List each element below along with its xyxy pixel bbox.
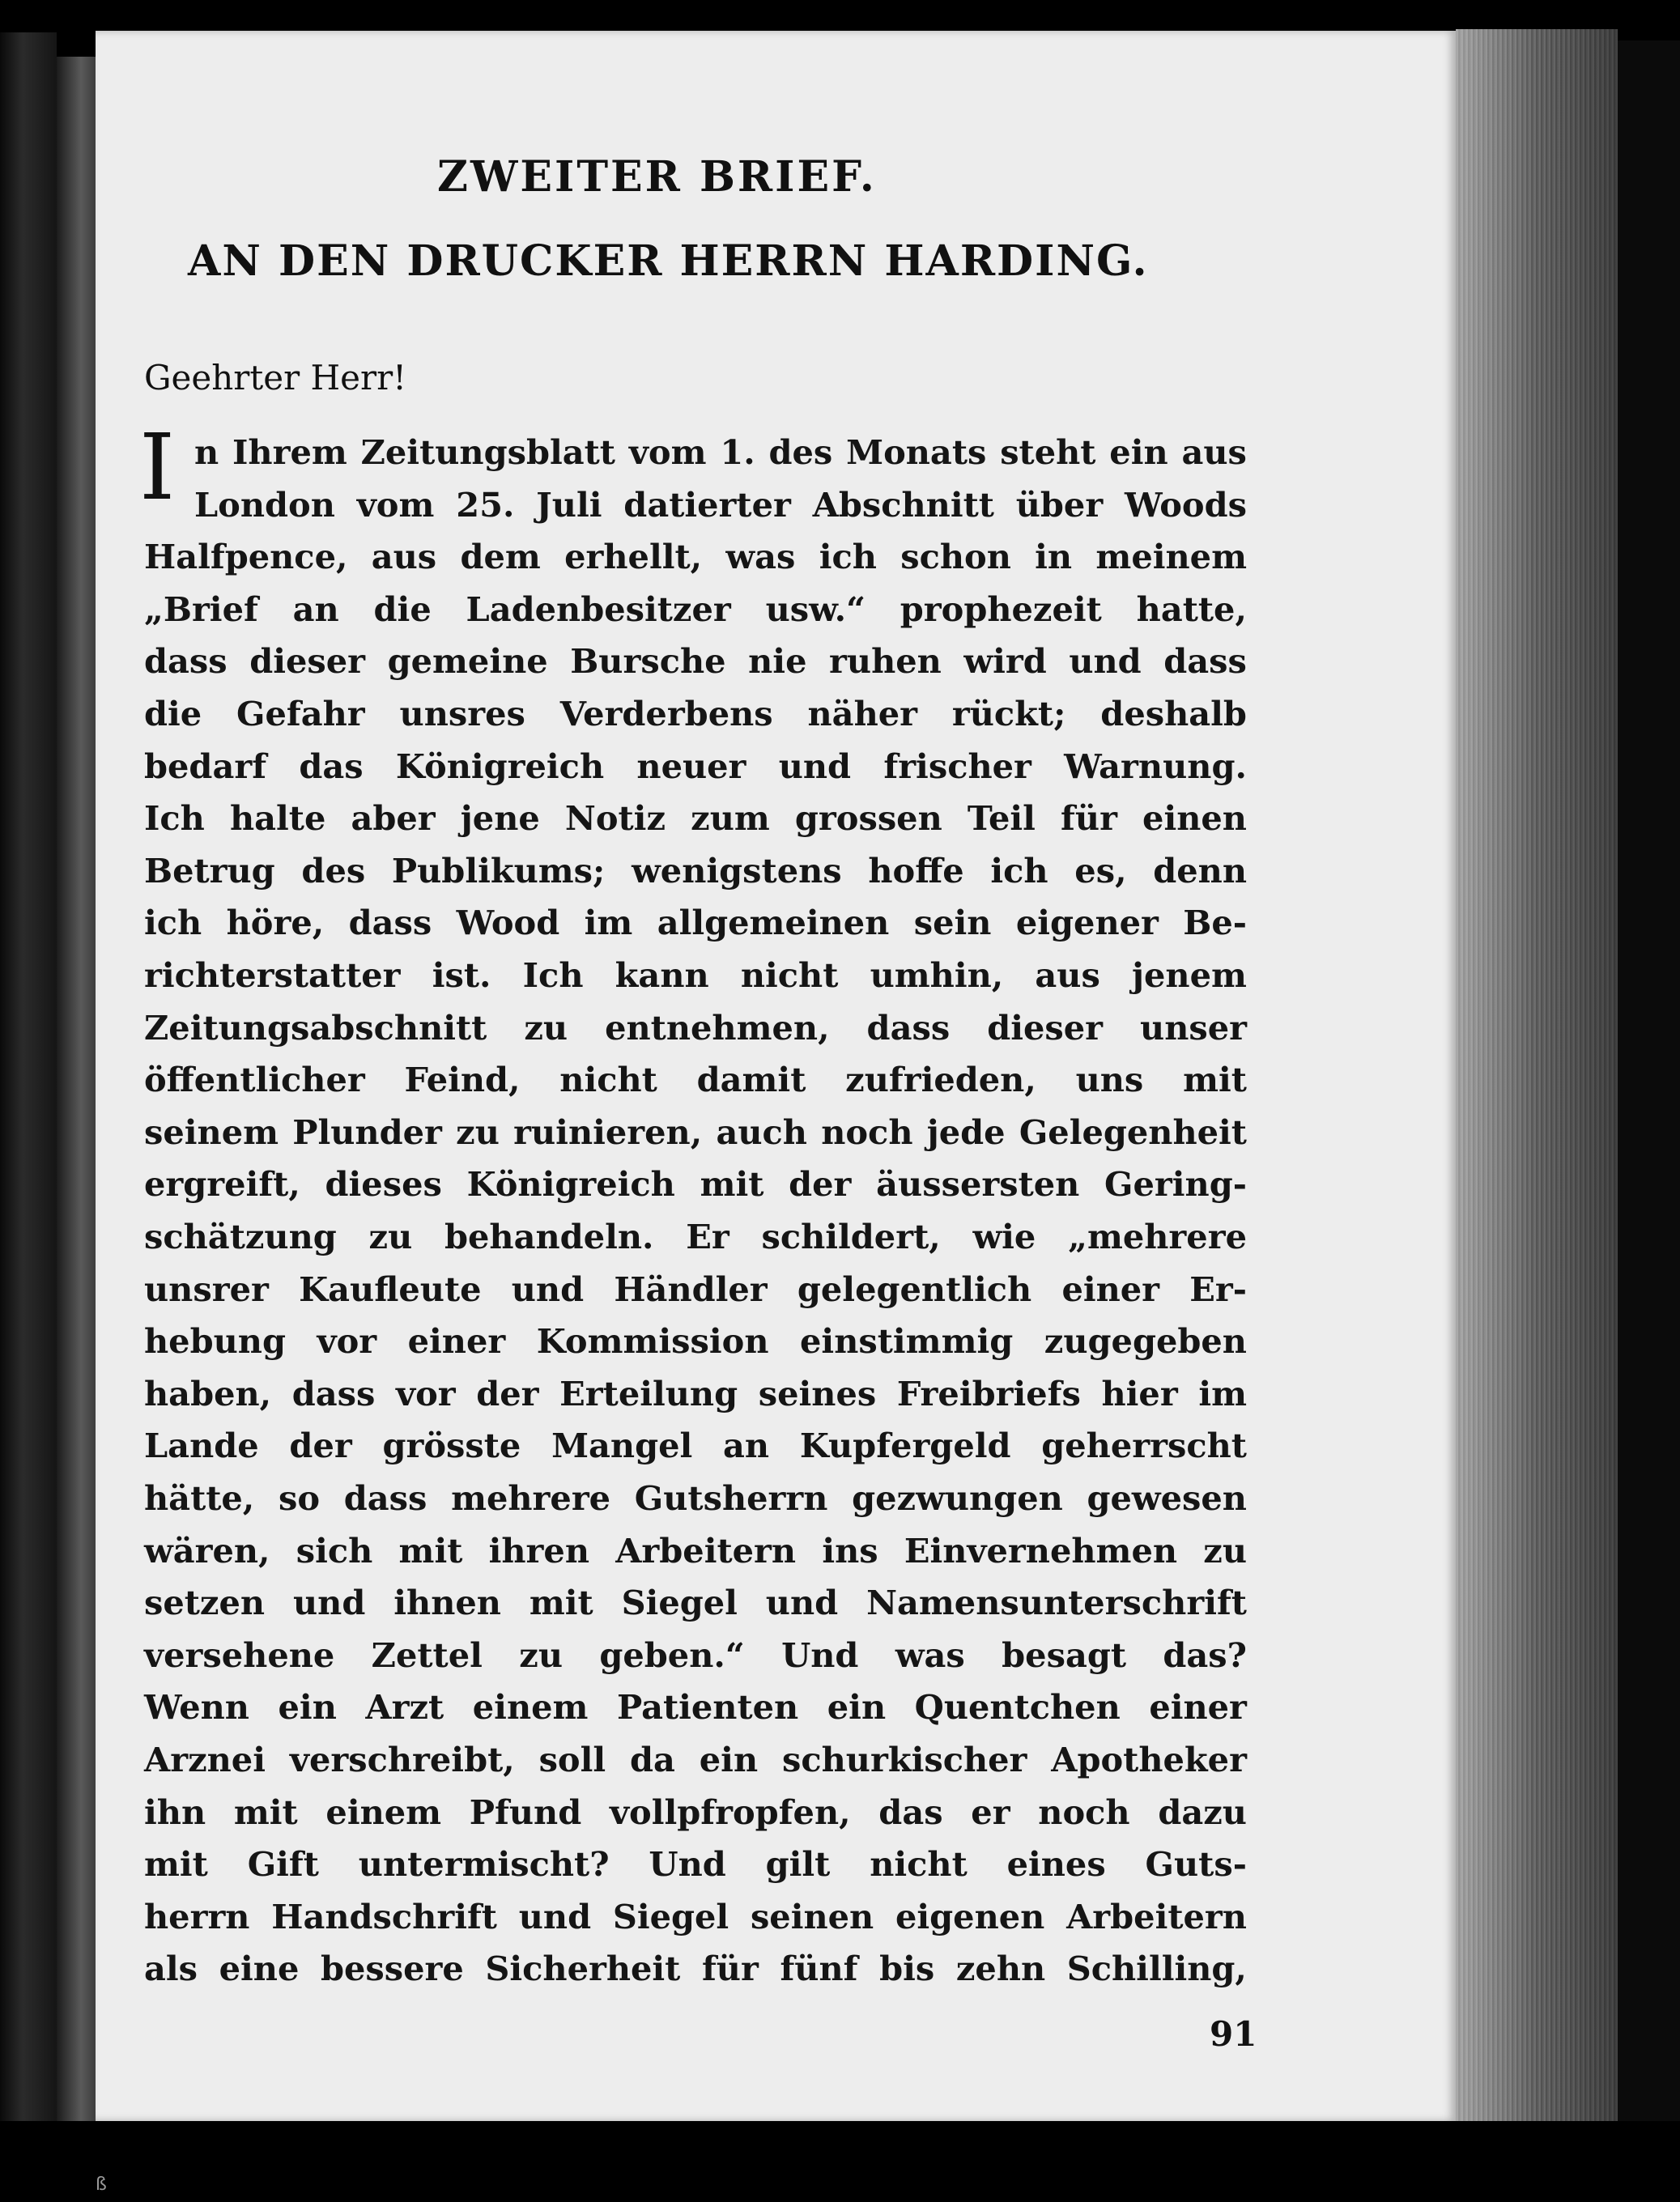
body-line: unsrer Kaufleute und Händler gelegentlich einer Er- xyxy=(144,1269,1247,1309)
body-line: als eine bessere Sicherheit für fünf bis zehn Schilling, xyxy=(144,1949,1247,1989)
body-line: wären, sich mit ihren Arbeitern ins Einvernehmen zu xyxy=(144,1530,1247,1571)
body-line: seinem Plunder zu ruinieren, auch noch jede Gelegenheit xyxy=(144,1112,1247,1152)
body-line: „Brief an die Ladenbesitzer usw.“ prophezeit hatte, xyxy=(144,589,1247,629)
drop-cap: I xyxy=(139,415,176,521)
body-line: Ich halte aber jene Notiz zum grossen Teil für einen xyxy=(144,798,1247,839)
chapter-title: ZWEITER BRIEF. xyxy=(437,152,877,202)
bottom-background xyxy=(0,2121,1680,2202)
body-line: dass dieser gemeine Bursche nie ruhen wird und dass xyxy=(144,641,1247,682)
body-line: schätzung zu behandeln. Er schildert, wie „mehrere xyxy=(144,1217,1247,1256)
body-line: versehene Zettel zu geben.“ Und was besagt das? xyxy=(144,1634,1247,1675)
body-line: n Ihrem Zeitungsblatt vom 1. des Monats steht ein aus xyxy=(194,432,1247,472)
body-line: Zeitungsabschnitt zu entnehmen, dass dieser unser xyxy=(144,1007,1247,1048)
body-line: die Gefahr unsres Verderbens näher rückt; deshalb xyxy=(144,694,1247,733)
page-number: 91 xyxy=(1210,2014,1257,2054)
scan-corner-mark: ß xyxy=(96,2174,107,2195)
body-line: hätte, so dass mehrere Gutsherrn gezwungen gewesen xyxy=(144,1478,1247,1518)
body-line: Lande der grösste Mangel an Kupfergeld geherrscht xyxy=(144,1426,1247,1466)
previous-page-edge xyxy=(0,32,57,2170)
body-line: London vom 25. Juli datierter Abschnitt über Woods xyxy=(194,484,1247,525)
body-line: ergreift, dieses Königreich mit der äussersten Gering- xyxy=(144,1164,1247,1205)
body-line: setzen und ihnen mit Siegel und Namensunterschrift xyxy=(144,1583,1247,1623)
right-background xyxy=(1618,40,1680,2129)
page-block-edge xyxy=(1456,29,1618,2126)
body-line: ihn mit einem Pfund vollpfropfen, das er noch dazu xyxy=(144,1792,1247,1832)
left-page-shadow xyxy=(57,57,97,2178)
body-line: richterstatter ist. Ich kann nicht umhin, aus jenem xyxy=(144,955,1247,995)
body-line: hebung vor einer Kommission einstimmig zugegeben xyxy=(144,1321,1247,1362)
body-line: öffentlicher Feind, nicht damit zufrieden, uns mit xyxy=(144,1060,1247,1100)
body-line: herrn Handschrift und Siegel seinen eigenen Arbeitern xyxy=(144,1896,1247,1936)
body-line: Wenn ein Arzt einem Patienten ein Quentchen einer xyxy=(144,1687,1247,1728)
body-line: mit Gift untermischt? Und gilt nicht eines Guts- xyxy=(144,1844,1247,1885)
chapter-subtitle: AN DEN DRUCKER HERRN HARDING. xyxy=(188,236,1149,286)
body-line: haben, dass vor der Erteilung seines Freibriefs hier im xyxy=(144,1373,1247,1413)
body-line: Betrug des Publikums; wenigstens hoffe ich es, denn xyxy=(144,850,1247,891)
body-line: ich höre, dass Wood im allgemeinen sein eigener Be- xyxy=(144,903,1247,943)
body-line: bedarf das Königreich neuer und frischer Warnung. xyxy=(144,746,1247,786)
salutation: Geehrter Herr! xyxy=(144,358,407,397)
body-line: Arznei verschreibt, soll da ein schurkischer Apotheker xyxy=(144,1740,1247,1779)
body-line: Halfpence, aus dem erhellt, was ich schon in meinem xyxy=(144,537,1247,577)
